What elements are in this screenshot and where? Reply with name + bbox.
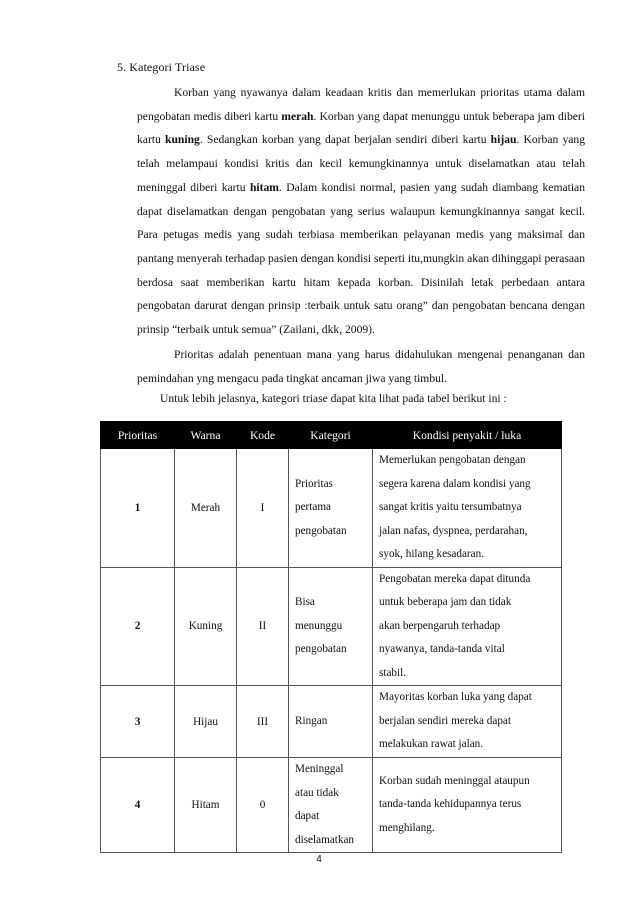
cell-line: Memerlukan pengobatan dengan bbox=[379, 454, 526, 466]
cell-kategori bbox=[289, 567, 373, 686]
table-row bbox=[101, 567, 562, 686]
cell-line: berjalan sendiri mereka dapat bbox=[379, 714, 512, 727]
cell-prioritas: 3 bbox=[101, 686, 175, 758]
table-row bbox=[101, 686, 562, 758]
table-row bbox=[101, 758, 562, 853]
cell-line: dapat bbox=[295, 810, 320, 822]
cell-line: Mayoritas korban luka yang dapat bbox=[379, 691, 532, 704]
header-warna: Warna bbox=[175, 422, 237, 449]
cell-line: sangat kritis yaitu tersumbatnya bbox=[379, 501, 522, 513]
cell-kondisi bbox=[373, 449, 562, 568]
cell-kode: II bbox=[237, 567, 289, 686]
cell-line: Pengobatan mereka dapat ditunda bbox=[379, 572, 531, 585]
para-text: . Korban yang dapat menunggu untuk beberapa jam diberi kartu bbox=[137, 109, 586, 147]
cell-line: syok, hilang kesadaran. bbox=[379, 548, 485, 560]
paragraph-priority bbox=[137, 343, 585, 390]
cell-warna: Hijau bbox=[175, 686, 237, 758]
cell-line: stabil. bbox=[379, 666, 407, 679]
cell-line: menunggu bbox=[295, 619, 343, 632]
cell-warna: Merah bbox=[175, 449, 237, 568]
cell-line: tanda-tanda kehidupannya terus bbox=[379, 798, 522, 811]
cell-line: menghilang. bbox=[379, 821, 435, 834]
para-text: . Korban yang telah melampaui kondisi kritis dan kecil kemungkinannya untuk diselamatkan atau telah meninggal diberi kartu bbox=[137, 133, 585, 194]
cell-prioritas: 4 bbox=[101, 758, 175, 853]
cell-line: atau tidak bbox=[295, 786, 339, 799]
cell-line: Prioritas bbox=[295, 477, 333, 490]
cell-line: nyawanya, tanda-tanda vital bbox=[379, 643, 505, 655]
cell-line: diselamatkan bbox=[295, 833, 355, 846]
cell-line: Ringan bbox=[295, 714, 328, 727]
page-number: 4 bbox=[316, 854, 322, 865]
section-heading: 5. Kategori Triase bbox=[117, 60, 206, 74]
cell-kategori bbox=[289, 686, 373, 758]
cell-line: Meninggal bbox=[295, 763, 344, 775]
header-kategori: Kategori bbox=[289, 422, 373, 449]
cell-line: pertama bbox=[295, 501, 332, 513]
header-kondisi: Kondisi penyakit / luka bbox=[373, 422, 562, 449]
cell-kondisi bbox=[373, 686, 562, 758]
triage-table bbox=[100, 421, 562, 853]
table-row bbox=[101, 449, 562, 568]
cell-line: Korban sudah meninggal ataupun bbox=[379, 774, 530, 787]
bold-merah: merah bbox=[281, 109, 314, 123]
cell-line: akan berpengaruh terhadap bbox=[379, 619, 501, 632]
cell-warna: Kuning bbox=[175, 567, 237, 686]
cell-line: jalan nafas, dyspnea, perdarahan, bbox=[379, 524, 528, 537]
para-text: . Sedangkan korban yang dapat berjalan sendiri diberi kartu bbox=[199, 133, 491, 147]
bold-kuning: kuning bbox=[165, 133, 200, 147]
cell-kondisi bbox=[373, 567, 562, 686]
cell-warna: Hitam bbox=[175, 758, 237, 853]
cell-line: Bisa bbox=[295, 596, 315, 608]
cell-kondisi bbox=[373, 758, 562, 853]
para-text: . Dalam kondisi normal, pasien yang sudah diambang kematian dapat diselamatkan dengan pengobatan yang serius walaupun kemungkinannya sangat kecil. Para petugas medis yang sudah terbiasa memberikan pelayanan medis yang maksimal dan pantang menyerah terhadap pasien dengan kondisi seperti itu,mungkin akan dihinggapi perasaan berdosa saat memberikan kartu hitam kepada korban. Disinilah letak perbedaan antara pengobatan darurat dengan prinsip :terbaik untuk satu orang” dan pengobatan bencana dengan prinsip “terbaik untuk semua” (Zailani, dkk, 2009). bbox=[137, 180, 585, 337]
cell-kode: I bbox=[237, 449, 289, 568]
bold-hitam: hitam bbox=[249, 180, 279, 194]
para-text: Korban yang nyawanya dalam keadaan kritis dan memerlukan prioritas utama dalam pengobatan medis diberi kartu bbox=[137, 86, 585, 123]
cell-prioritas: 1 bbox=[101, 449, 175, 568]
cell-kode: III bbox=[237, 686, 289, 758]
cell-line: melakukan rawat jalan. bbox=[379, 738, 484, 751]
para-text: Prioritas adalah penentuan mana yang harus didahulukan mengenai penanganan dan pemindahan yng mengacu pada tingkat ancaman jiwa yang timbul. bbox=[137, 348, 585, 385]
table-intro: Untuk lebih jelasnya, kategori triase dapat kita lihat pada tabel berikut ini : bbox=[160, 392, 507, 405]
cell-line: untuk beberapa jam dan tidak bbox=[379, 596, 512, 608]
cell-kategori bbox=[289, 758, 373, 853]
header-prioritas: Prioritas bbox=[101, 422, 175, 449]
bold-hijau: hijau bbox=[490, 133, 517, 147]
cell-prioritas: 2 bbox=[101, 567, 175, 686]
cell-line: pengobatan bbox=[295, 524, 347, 537]
table-header-row bbox=[101, 422, 562, 449]
cell-kode: 0 bbox=[237, 758, 289, 853]
cell-kategori bbox=[289, 449, 373, 568]
cell-line: segera karena dalam kondisi yang bbox=[379, 477, 531, 490]
header-kode: Kode bbox=[237, 422, 289, 449]
paragraph-triage-cards bbox=[137, 81, 585, 342]
cell-line: pengobatan bbox=[295, 643, 347, 655]
